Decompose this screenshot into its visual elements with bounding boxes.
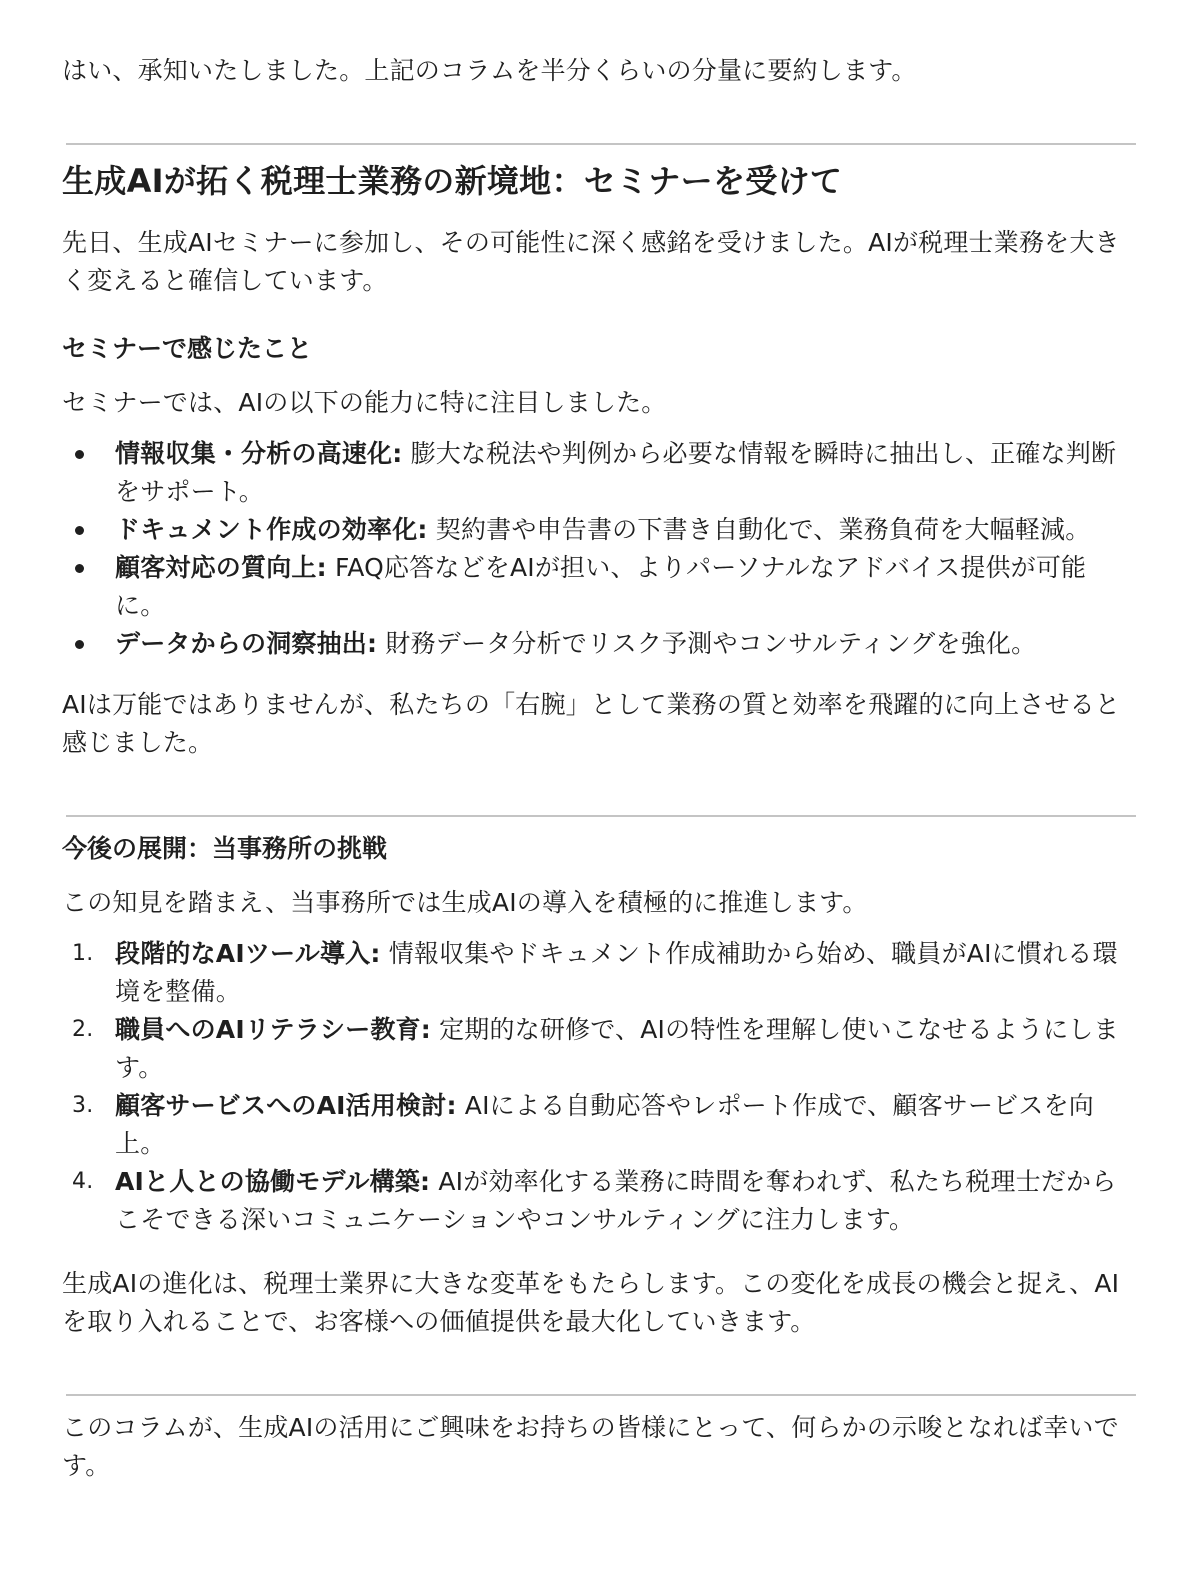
item-label: 職員へのAIリテラシー教育:: [115, 1015, 431, 1044]
section-heading-future: 今後の展開：当事務所の挑戦: [62, 834, 388, 863]
divider: [66, 143, 1136, 145]
seminar-bullet-list: [62, 435, 1134, 663]
list-item: [62, 511, 1134, 549]
list-item: [62, 1011, 1134, 1087]
item-text: 財務データ分析でリスク予測やコンサルティングを強化。: [377, 629, 1037, 658]
final-remark: このコラムが、生成AIの活用にご興味をお持ちの皆様にとって、何らかの示唆となれば幸いです。: [62, 1413, 1119, 1480]
item-text: 契約書や申告書の下書き自動化で、業務負荷を大幅軽減。: [427, 515, 1091, 544]
item-label: 顧客対応の質向上:: [115, 553, 327, 582]
item-text: 情報収集やドキュメント作成補助から始め、職員がAIに慣れる環境を整備。: [115, 939, 1118, 1006]
item-label: 顧客サービスへのAI活用検討:: [115, 1091, 457, 1120]
item-text: AIが効率化する業務に時間を奪われず、私たち税理士だからこそできる深いコミュニケーションやコンサルティングに注力します。: [115, 1167, 1117, 1234]
divider: [66, 815, 1136, 817]
item-label: データからの洞察抽出:: [115, 629, 378, 658]
list-item: [62, 625, 1134, 663]
item-text: 膨大な税法や判例から必要な情報を瞬時に抽出し、正確な判断をサポート。: [115, 439, 1117, 506]
item-number: 1.: [72, 941, 94, 966]
article-lead: 先日、生成AIセミナーに参加し、その可能性に深く感銘を受けました。AIが税理士業務を大きく変えると確信しています。: [62, 228, 1120, 295]
section-heading-seminar: セミナーで感じたこと: [62, 334, 313, 363]
list-item: [62, 935, 1134, 1011]
item-label: 段階的なAIツール導入:: [115, 939, 381, 968]
section-intro-seminar: セミナーでは、AIの以下の能力に特に注目しました。: [62, 388, 667, 417]
item-label: ドキュメント作成の効率化:: [115, 515, 428, 544]
item-number: 2.: [72, 1017, 94, 1042]
item-text: AIによる自動応答やレポート作成で、顧客サービスを向上。: [115, 1091, 1094, 1158]
item-label: 情報収集・分析の高速化:: [115, 439, 403, 468]
item-number: 4.: [72, 1169, 94, 1194]
divider: [66, 1394, 1136, 1396]
list-item: [62, 1087, 1134, 1163]
item-label: AIと人との協働モデル構築:: [115, 1167, 431, 1196]
article-title: 生成AIが拓く税理士業務の新境地：セミナーを受けて: [62, 162, 843, 200]
future-numbered-list: [62, 935, 1134, 1239]
item-text: FAQ応答などをAIが担い、よりパーソナルなアドバイス提供が可能に。: [115, 553, 1087, 620]
section-intro-future: この知見を踏まえ、当事務所では生成AIの導入を積極的に推進します。: [62, 888, 868, 917]
list-item: [62, 1163, 1134, 1239]
item-number: 3.: [72, 1093, 94, 1118]
list-item: [62, 549, 1134, 625]
list-item: [62, 435, 1134, 511]
section-closing-seminar: AIは万能ではありませんが、私たちの「右腕」として業務の質と効率を飛躍的に向上させると感じました。: [62, 690, 1121, 757]
section-closing-future: 生成AIの進化は、税理士業界に大きな変革をもたらします。この変化を成長の機会と捉え、AIを取り入れることで、お客様への価値提供を最大化していきます。: [62, 1269, 1120, 1336]
intro-text: はい、承知いたしました。上記のコラムを半分くらいの分量に要約します。: [62, 56, 917, 85]
item-text: 定期的な研修で、AIの特性を理解し使いこなせるようにします。: [115, 1015, 1119, 1082]
